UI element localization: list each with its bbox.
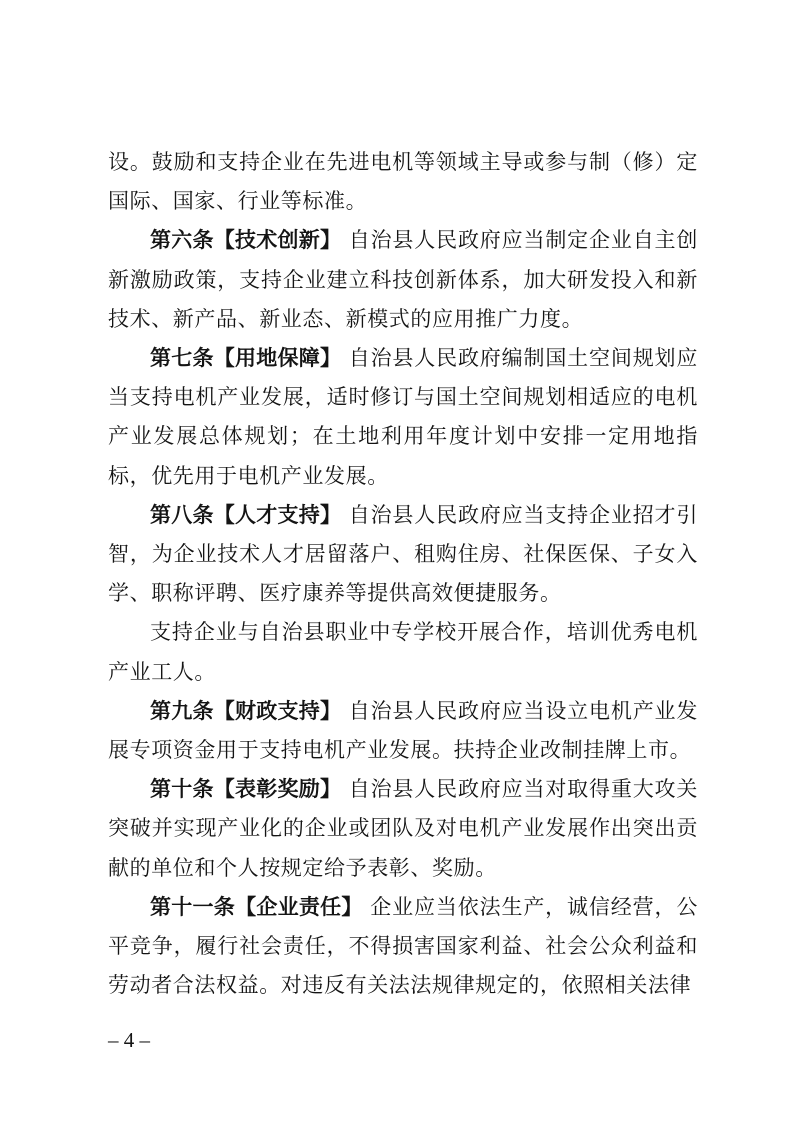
article-9-paragraph [108,692,698,770]
continuation-paragraph: 设。鼓励和支持企业在先进电机等领域主导或参与制（修）定国际、国家、行业等标准。 [108,150,698,214]
document-body [108,143,698,1005]
article-6-paragraph [108,221,698,339]
article-10-paragraph [108,770,698,888]
article-10-text: 自治县人民政府应当对取得重大攻关突破并实现产业化的企业或团队及对电机产业发展作出突出贡献的单位和个人按规定给予表彰、奖励。 [108,777,698,880]
article-10-heading: 第十条【表彰奖励】 [150,777,342,802]
article-11-paragraph [108,888,698,1006]
article-7-heading: 第七条【用地保障】 [150,346,342,371]
article-8-second-paragraph [108,613,698,691]
article-8-second-text: 支持企业与自治县职业中专学校开展合作，培训优秀电机产业工人。 [108,620,698,684]
article-11-text: 企业应当依法生产，诚信经营，公平竞争，履行社会责任，不得损害国家利益、社会公众利益和劳动者合法权益。对违反有关法法规律规定的，依照相关法律 [108,894,698,998]
article-7-paragraph [108,339,698,496]
article-8-text: 自治县人民政府应当支持企业招才引智，为企业技术人才居留落户、租购住房、社保医保、子女入学、职称评聘、医疗康养等提供高效便捷服务。 [108,502,698,606]
article-8-paragraph [108,496,698,614]
article-6-heading: 第六条【技术创新】 [150,228,342,253]
article-8-heading: 第八条【人才支持】 [150,502,342,527]
page-number: – 4 – [108,1028,150,1052]
article-9-text: 自治县人民政府应当设立电机产业发展专项资金用于支持电机产业发展。扶持企业改制挂牌上市。 [108,698,698,763]
article-11-heading: 第十一条【企业责任】 [150,894,363,919]
article-7-text: 自治县人民政府编制国土空间规划应当支持电机产业发展，适时修订与国土空间规划相适应的电机产业发展总体规划；在土地利用年度计划中安排一定用地指标，优先用于电机产业发展。 [108,346,698,488]
article-6-text: 自治县人民政府应当制定企业自主创新激励政策，支持企业建立科技创新体系，加大研发投入和新技术、新产品、新业态、新模式的应用推广力度。 [108,228,698,331]
article-9-heading: 第九条【财政支持】 [150,698,342,723]
